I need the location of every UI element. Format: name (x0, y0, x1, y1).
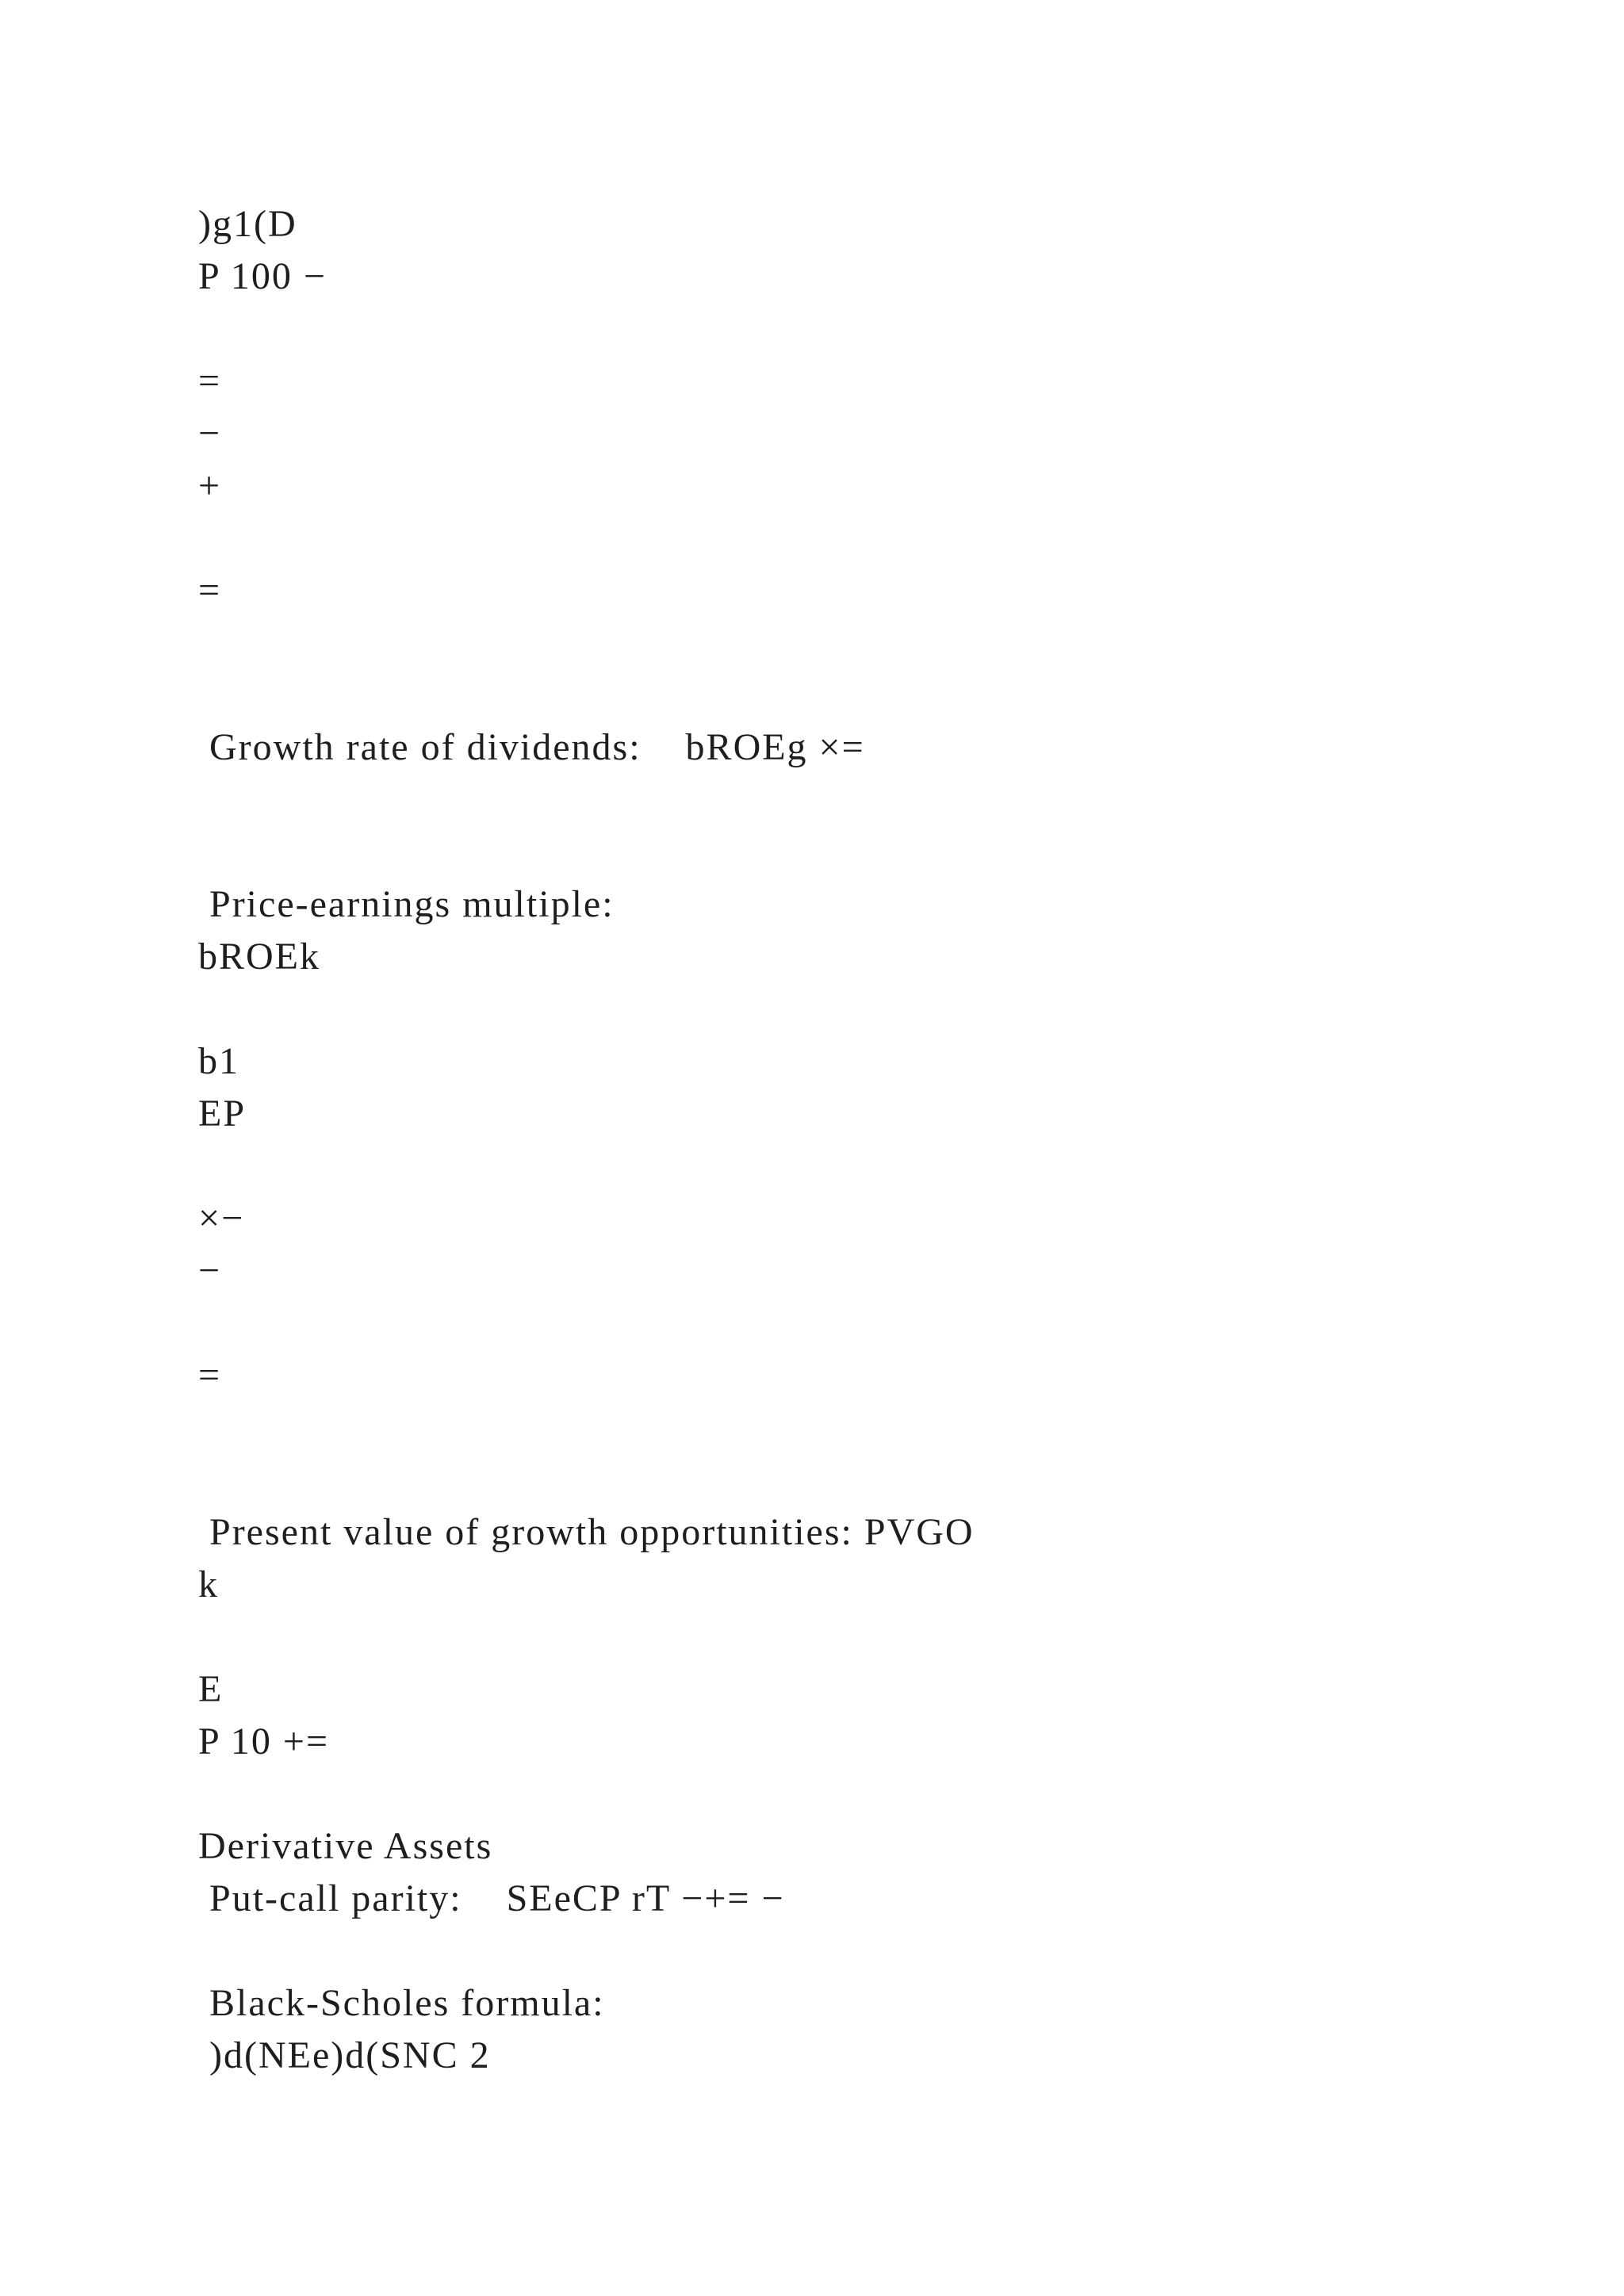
pvgo-formula: Present value of growth opportunities: PVGO (198, 1511, 975, 1553)
formula-operator: ×− (198, 1197, 245, 1239)
section-heading: Derivative Assets (198, 1825, 493, 1867)
formula-fragment: EP (198, 1093, 247, 1135)
formula-fragment: k (198, 1563, 219, 1605)
pe-multiple-heading: Price-earnings multiple: (198, 883, 615, 925)
formula-operator: + (198, 465, 222, 507)
formula-fragment: P 10 += (198, 1720, 330, 1762)
formula-fragment: bROEk (198, 936, 320, 978)
formula-fragment: b1 (198, 1040, 239, 1082)
black-scholes-formula: )d(NEe)d(SNC 2 (198, 2034, 491, 2076)
formula-fragment: E (198, 1668, 224, 1710)
put-call-parity-formula: Put-call parity: SEeCP rT −+= − (198, 1877, 785, 1919)
formula-operator: = (198, 569, 222, 611)
formula-fragment: )g1(D (198, 203, 297, 245)
formula-operator: − (198, 412, 222, 454)
black-scholes-heading: Black-Scholes formula: (198, 1982, 605, 2024)
growth-rate-formula: Growth rate of dividends: bROEg ×= (198, 726, 865, 768)
formula-operator: = (198, 360, 222, 402)
formula-fragment: P 100 − (198, 255, 327, 297)
formula-operator: − (198, 1249, 222, 1292)
formula-operator: = (198, 1354, 222, 1396)
